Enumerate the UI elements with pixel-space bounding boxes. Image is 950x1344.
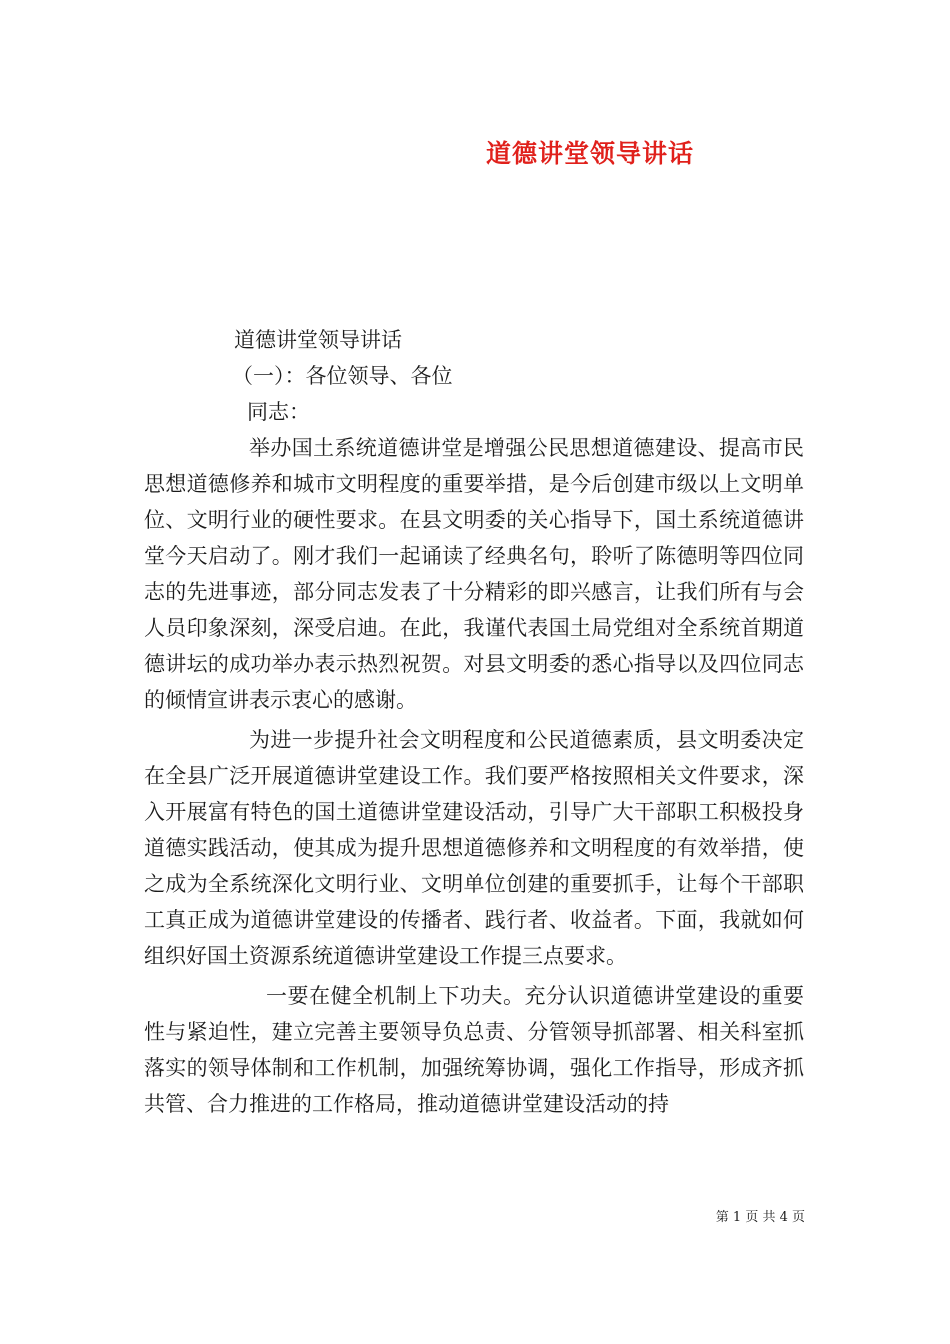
document-body xyxy=(144,322,804,1122)
salutation: 同志： xyxy=(247,400,310,424)
paragraph-3: 一要在健全机制上下功夫。充分认识道德讲堂建设的重要性与紧迫性，建立完善主要领导负总责、分管领导抓部署、相关科室抓落实的领导体制和工作机制，加强统筹协调，强化工作指导，形成齐抓共管、合力推进的工作格局，推动道德讲堂建设活动的持 xyxy=(144,984,804,1116)
speech-heading: 道德讲堂领导讲话 xyxy=(234,328,402,352)
document-title: 道德讲堂领导讲话 xyxy=(485,139,694,168)
page-indicator: 第 1 页 共 4 页 xyxy=(715,1210,805,1225)
speech-subheading: （一）：各位领导、各位 xyxy=(232,364,453,388)
paragraph-1: 举办国土系统道德讲堂是增强公民思想道德建设、提高市民思想道德修养和城市文明程度的重要举措，是今后创建市级以上文明单位、文明行业的硬性要求。在县文明委的关心指导下，国土系统道德讲堂今天启动了。刚才我们一起诵读了经典名句，聆听了陈德明等四位同志的先进事迹，部分同志发表了十分精彩的即兴感言，让我们所有与会人员印象深刻，深受启迪。在此，我谨代表国土局党组对全系统首期道德讲坛的成功举办表示热烈祝贺。对县文明委的悉心指导以及四位同志的倾情宣讲表示衷心的感谢。 xyxy=(144,436,804,712)
paragraph-2: 为进一步提升社会文明程度和公民道德素质，县文明委决定在全县广泛开展道德讲堂建设工作。我们要严格按照相关文件要求，深入开展富有特色的国土道德讲堂建设活动，引导广大干部职工积极投身道德实践活动，使其成为提升思想道德修养和文明程度的有效举措，使之成为全系统深化文明行业、文明单位创建的重要抓手，让每个干部职工真正成为道德讲堂建设的传播者、践行者、收益者。下面，我就如何组织好国土资源系统道德讲堂建设工作提三点要求。 xyxy=(144,728,804,968)
